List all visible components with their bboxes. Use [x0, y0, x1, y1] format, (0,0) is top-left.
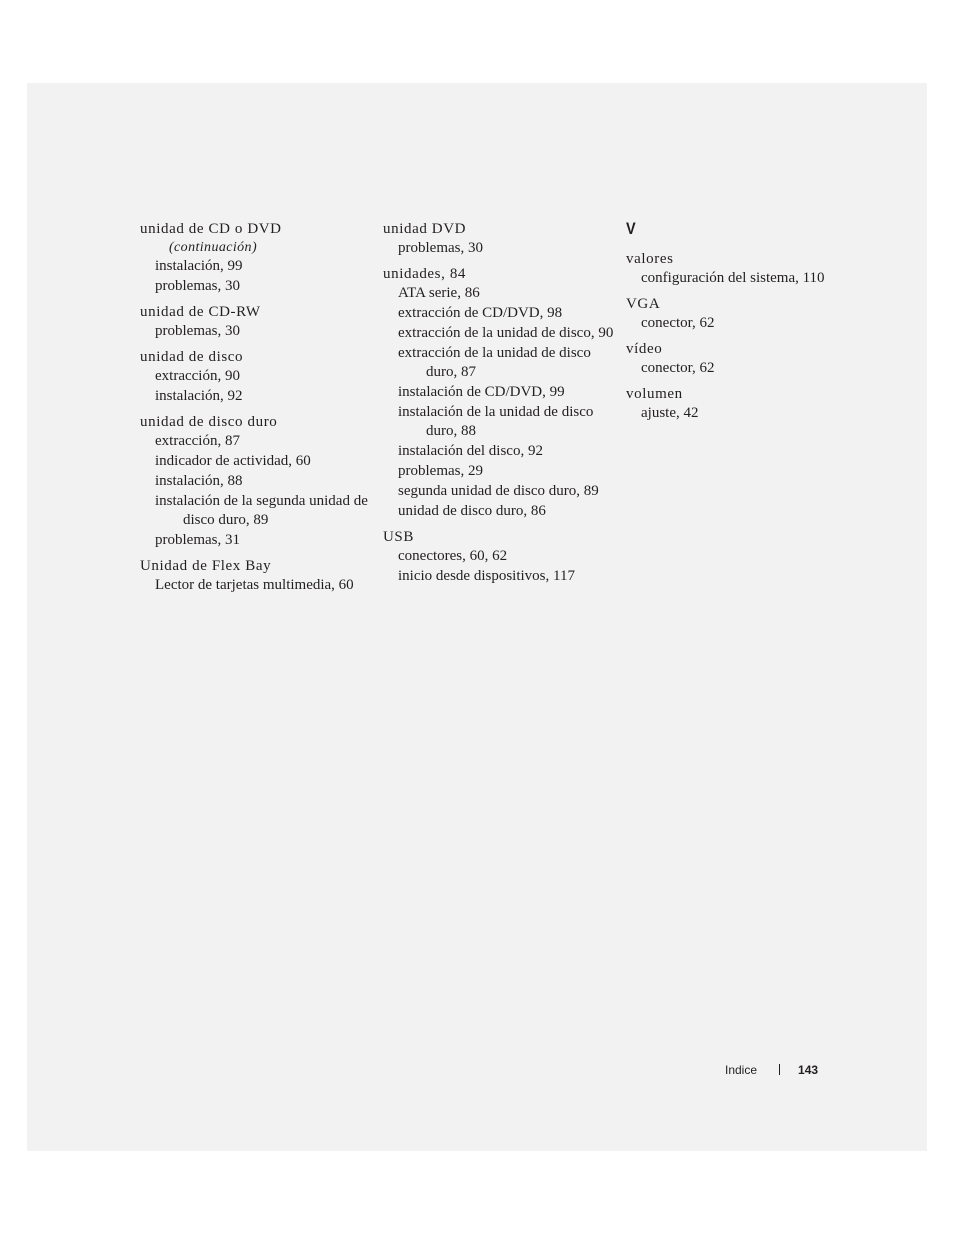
footer-section-label: Indice — [725, 1063, 758, 1077]
index-heading: valores — [626, 251, 674, 267]
index-subentry: conector, 62 — [641, 315, 715, 331]
page-footer — [725, 1061, 818, 1079]
index-entry — [140, 556, 376, 595]
index-entry — [626, 294, 862, 333]
index-heading: unidad de disco — [140, 349, 244, 365]
index-subentry: ATA serie, 86 — [398, 285, 480, 301]
index-subentry: ajuste, 42 — [641, 405, 699, 421]
index-entry — [383, 527, 619, 586]
index-subentry: segunda unidad de disco duro, 89 — [398, 483, 599, 499]
index-entry — [383, 219, 619, 258]
index-subentry: problemas, 30 — [155, 278, 240, 294]
index-subentry: instalación, 92 — [155, 388, 243, 404]
index-subentry: unidad de disco duro, 86 — [398, 503, 546, 519]
index-heading: vídeo — [626, 341, 663, 357]
index-subentry: instalación de la segunda unidad de disco duro, 89 — [155, 493, 368, 528]
index-entry — [626, 249, 862, 288]
index-heading: volumen — [626, 386, 683, 402]
section-letter: V — [626, 219, 636, 238]
continuation-note: (continuación) — [169, 240, 258, 255]
index-subentry: problemas, 29 — [398, 463, 483, 479]
index-heading: unidad de CD o DVD — [140, 221, 282, 237]
index-column-3 — [626, 219, 862, 429]
page-number: 143 — [798, 1063, 819, 1077]
index-heading: Unidad de Flex Bay — [140, 558, 272, 574]
index-subentry: configuración del sistema, 110 — [641, 270, 825, 286]
index-subentry: inicio desde dispositivos, 117 — [398, 568, 575, 584]
index-column-2 — [383, 219, 619, 592]
index-entry — [140, 412, 376, 550]
index-subentry: problemas, 31 — [155, 532, 240, 548]
index-subentry: Lector de tarjetas multimedia, 60 — [155, 577, 354, 593]
index-subentry: conectores, 60, 62 — [398, 548, 508, 564]
index-subentry: instalación de CD/DVD, 99 — [398, 384, 565, 400]
index-subentry: problemas, 30 — [398, 240, 483, 256]
footer-separator — [779, 1064, 780, 1075]
index-subentry: extracción de la unidad de disco duro, 87 — [398, 345, 591, 380]
index-subentry: instalación, 99 — [155, 258, 243, 274]
index-subentry: extracción, 87 — [155, 433, 240, 449]
index-subentry: instalación del disco, 92 — [398, 443, 543, 459]
index-subentry: instalación, 88 — [155, 473, 243, 489]
index-entry — [626, 384, 862, 423]
index-entry — [140, 219, 376, 296]
index-heading: VGA — [626, 296, 661, 312]
index-entry — [383, 264, 619, 521]
index-subentry: extracción de CD/DVD, 98 — [398, 305, 563, 321]
index-column-1 — [140, 219, 376, 601]
index-subentry: extracción de la unidad de disco, 90 — [398, 325, 614, 341]
index-entry — [626, 339, 862, 378]
index-heading: unidad de disco duro — [140, 414, 278, 430]
index-heading: USB — [383, 529, 414, 545]
index-entry — [140, 347, 376, 406]
index-heading: unidad de CD-RW — [140, 304, 261, 320]
index-subentry: instalación de la unidad de disco duro, 88 — [398, 404, 594, 439]
index-entry — [140, 302, 376, 341]
index-subentry: indicador de actividad, 60 — [155, 453, 311, 469]
index-subentry: problemas, 30 — [155, 323, 240, 339]
index-heading: unidad DVD — [383, 221, 467, 237]
index-subentry: extracción, 90 — [155, 368, 240, 384]
index-subentry: conector, 62 — [641, 360, 715, 376]
index-heading: unidades, 84 — [383, 266, 467, 282]
